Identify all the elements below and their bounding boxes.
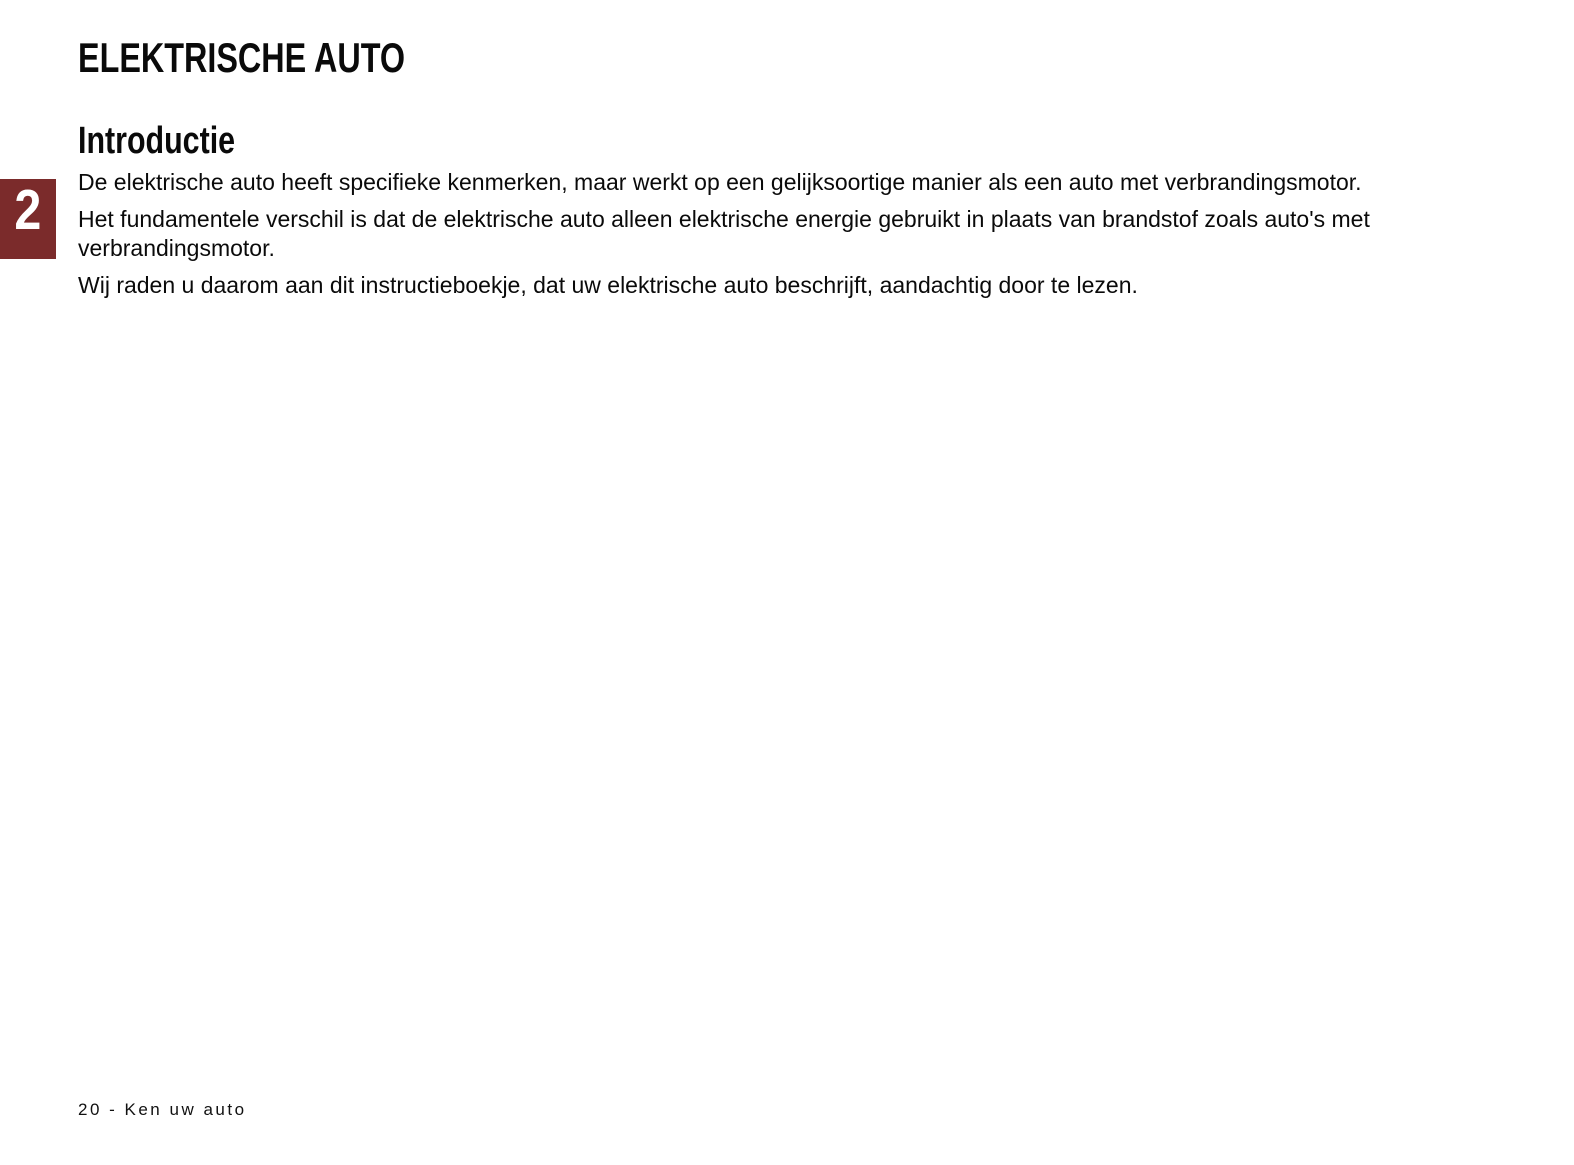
paragraph-1: De elektrische auto heeft specifieke kenmerken, maar werkt op een gelijksoortige manier als een auto met verbrandingsmotor. [78, 169, 1362, 195]
paragraph-3: Wij raden u daarom aan dit instructieboekje, dat uw elektrische auto beschrijft, aandachtig door te lezen. [78, 272, 1138, 298]
page-footer: 20 - Ken uw auto [78, 1100, 247, 1119]
chapter-tab [0, 179, 56, 259]
chapter-number: 2 [14, 178, 42, 242]
page-title: ELEKTRISCHE AUTO [78, 34, 406, 81]
paragraph-2: Het fundamentele verschil is dat de elektrische auto alleen elektrische energie gebruikt in plaats van brandstof zoals auto's met verbrandingsmotor. [78, 206, 1370, 261]
body-text [78, 168, 1500, 308]
section-heading: Introductie [78, 120, 236, 162]
